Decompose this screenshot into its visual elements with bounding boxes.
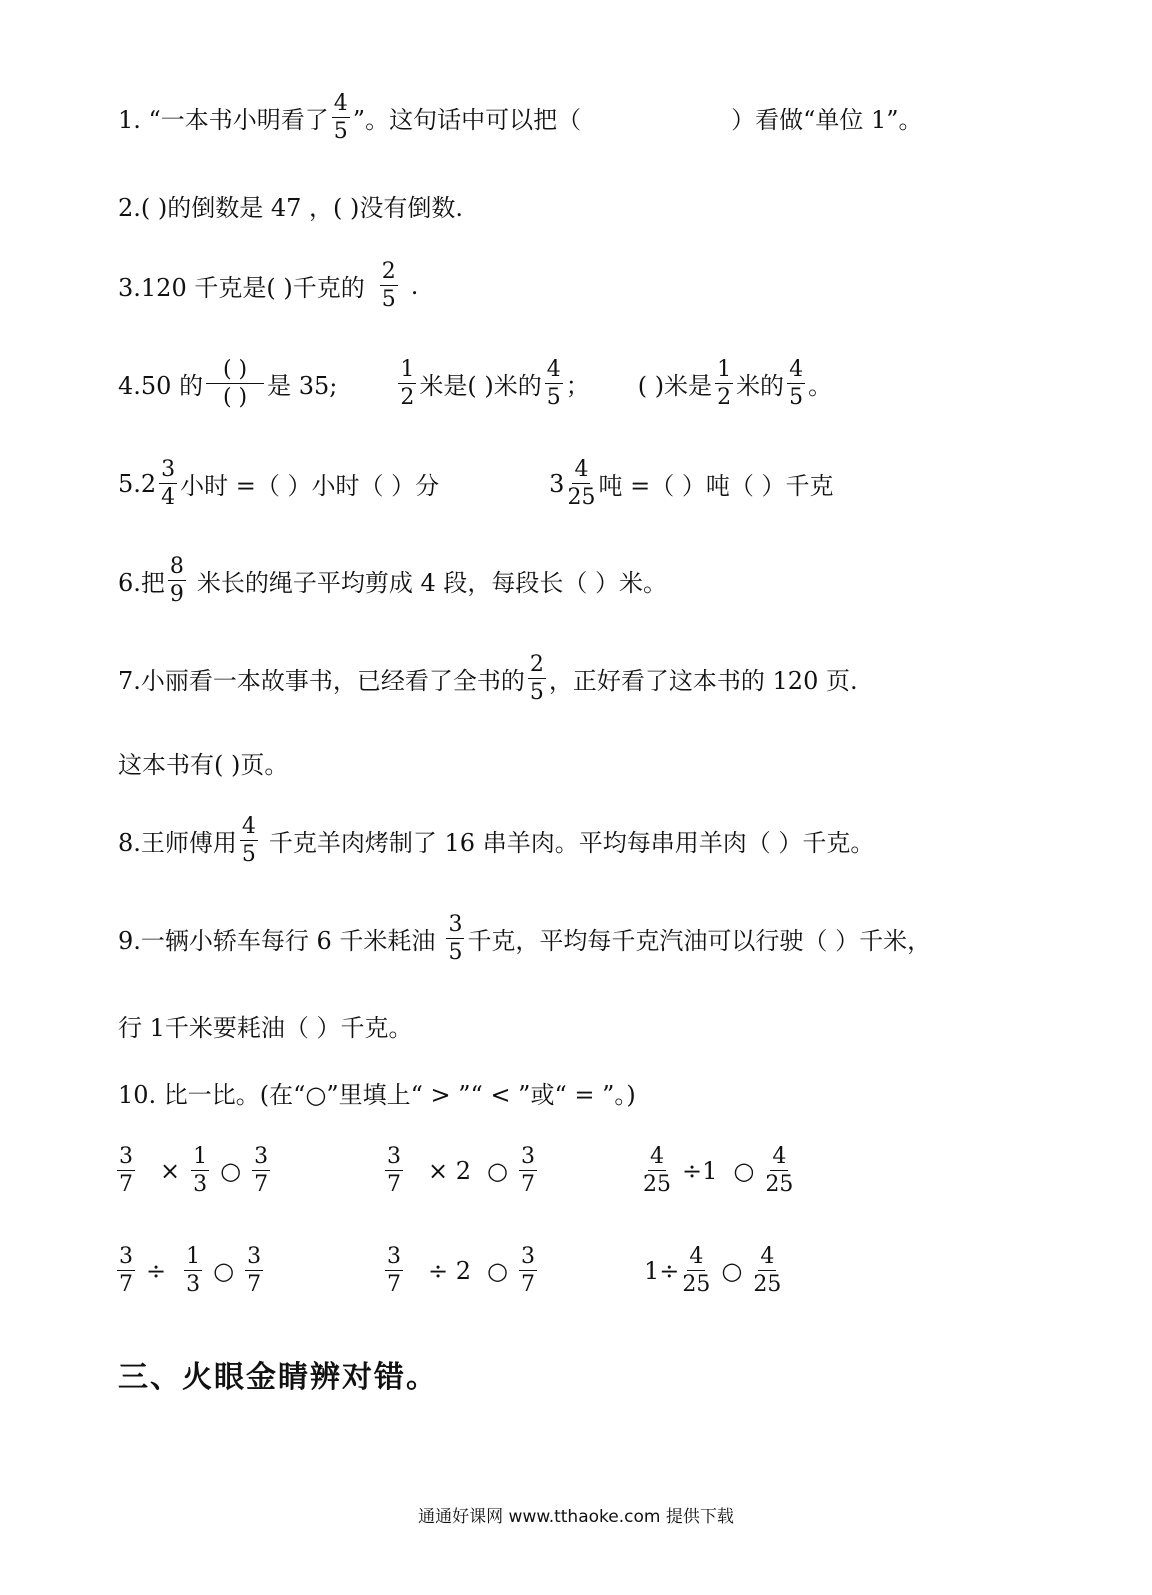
- q3-text-a: 3.120 千克是( )千克的: [118, 274, 365, 303]
- compare-circle-4[interactable]: ○: [213, 1256, 235, 1285]
- compare-item-4: $\frac{3}{7}$ ÷ $\frac{1}{3}$ ○ $\frac{3}{7}$: [119, 1244, 262, 1298]
- q6-text-b: 米长的绳子平均剪成 4 段，每段长（ ）米。: [196, 569, 668, 598]
- q1-text-b: ”。这句话中可以把（: [352, 106, 582, 135]
- compare-circle-6[interactable]: ○: [721, 1256, 743, 1285]
- q8-fraction: $\frac{4}{5}$: [241, 814, 256, 868]
- q9-text-a: 9.一辆小轿车每行 6 千米耗油: [118, 927, 436, 956]
- compare-item-3: $\frac{4}{25}$ ÷1 ○ $\frac{4}{25}$: [643, 1144, 794, 1198]
- q6-fraction: $\frac{8}{9}$: [169, 554, 184, 608]
- question-10-title: [118, 1075, 636, 1110]
- q5-fraction-1: $\frac{3}{4}$: [161, 457, 176, 511]
- q1-text-a: 1. “一本书小明看了: [118, 106, 329, 135]
- q4-text-e: ( )米是: [637, 372, 713, 401]
- q4-text-c: 米是( )米的: [419, 372, 542, 401]
- q3-text-b: .: [410, 271, 419, 300]
- q9-text-c: 行 1千米要耗油（ ）千克。: [118, 1014, 413, 1042]
- q4-text-g: 。: [808, 372, 833, 401]
- q5-text-a: 5.2: [118, 469, 157, 498]
- footer-text: 通通好课网 www.tthaoke.com 提供下载: [418, 1507, 734, 1527]
- compare-item-6: 1÷ $\frac{4}{25}$ ○ $\frac{4}{25}$: [644, 1244, 782, 1298]
- q7-text-a: 7.小丽看一本故事书，已经看了全书的: [118, 667, 525, 696]
- q4-text-b: 是 35;: [267, 372, 338, 401]
- question-8: [118, 815, 874, 866]
- question-3: [118, 260, 418, 311]
- q4-text-f: 米的: [736, 372, 785, 401]
- compare-item-2: $\frac{3}{7}$ × 2 ○ $\frac{3}{7}$: [387, 1144, 535, 1198]
- question-7-line-2: [118, 745, 288, 780]
- compare-item-1: $\frac{3}{7}$ × $\frac{1}{3}$ ○ $\frac{3}{7}$: [119, 1144, 269, 1198]
- compare-circle-3[interactable]: ○: [733, 1156, 755, 1185]
- q1-fraction: $\frac{4}{5}$: [333, 91, 348, 145]
- q4-text-d: ；: [565, 372, 590, 401]
- q5-fraction-2: $\frac{4}{25}$: [567, 457, 596, 511]
- q5-text-b: 小时 =（ ）小时（ ）分: [180, 472, 440, 501]
- q10-title: 10. 比一比。(在“○”里填上“ > ”“ < ”或“ = ”。): [118, 1081, 636, 1109]
- q5-text-c: 3: [549, 469, 565, 498]
- q8-text-b: 千克羊肉烤制了 16 串羊肉。平均每串用羊肉（ ）千克。: [268, 829, 875, 858]
- question-9: [118, 913, 931, 964]
- q4-fraction-4: $\frac{4}{5}$: [789, 357, 804, 411]
- q9-fraction: $\frac{3}{5}$: [448, 912, 463, 966]
- q4-blank-fraction[interactable]: $\frac{( )}{( )}$: [206, 358, 264, 409]
- q4-text-a: 4.50 的: [118, 372, 204, 401]
- q7-text-b: ，正好看了这本书的 120 页.: [548, 667, 858, 696]
- q4-fraction-1: $\frac{1}{2}$: [400, 357, 415, 411]
- compare-item-5: $\frac{3}{7}$ ÷ 2 ○ $\frac{3}{7}$: [387, 1244, 535, 1298]
- compare-circle-5[interactable]: ○: [487, 1256, 508, 1285]
- q9-text-b: 千克，平均每千克汽油可以行驶（ ）千米，: [467, 927, 932, 956]
- q5-text-d: 吨 =（ ）吨（ ）千克: [598, 472, 834, 501]
- compare-circle-2[interactable]: ○: [487, 1156, 508, 1185]
- q6-text-a: 6.把: [118, 569, 165, 598]
- question-7: [118, 653, 858, 704]
- q7-fraction: $\frac{2}{5}$: [529, 652, 544, 706]
- section-3-title: 三、火眼金睛辨对错。: [118, 1360, 438, 1395]
- question-2: [118, 188, 463, 223]
- question-6: [118, 555, 667, 606]
- compare-circle-1[interactable]: ○: [220, 1156, 242, 1185]
- q4-fraction-3: $\frac{1}{2}$: [717, 357, 732, 411]
- question-4: [118, 358, 832, 409]
- question-5: [118, 458, 833, 509]
- question-1: [118, 92, 923, 143]
- q3-fraction: $\frac{2}{5}$: [381, 259, 396, 313]
- q1-text-c: ）看做“单位 1”。: [731, 106, 923, 135]
- q7-text-c: 这本书有( )页。: [118, 751, 289, 779]
- question-9-line-2: [118, 1008, 413, 1043]
- q4-fraction-2: $\frac{4}{5}$: [546, 357, 561, 411]
- q2-text: 2.( )的倒数是 47 ，( )没有倒数.: [118, 194, 464, 222]
- q8-text-a: 8.王师傅用: [118, 829, 237, 858]
